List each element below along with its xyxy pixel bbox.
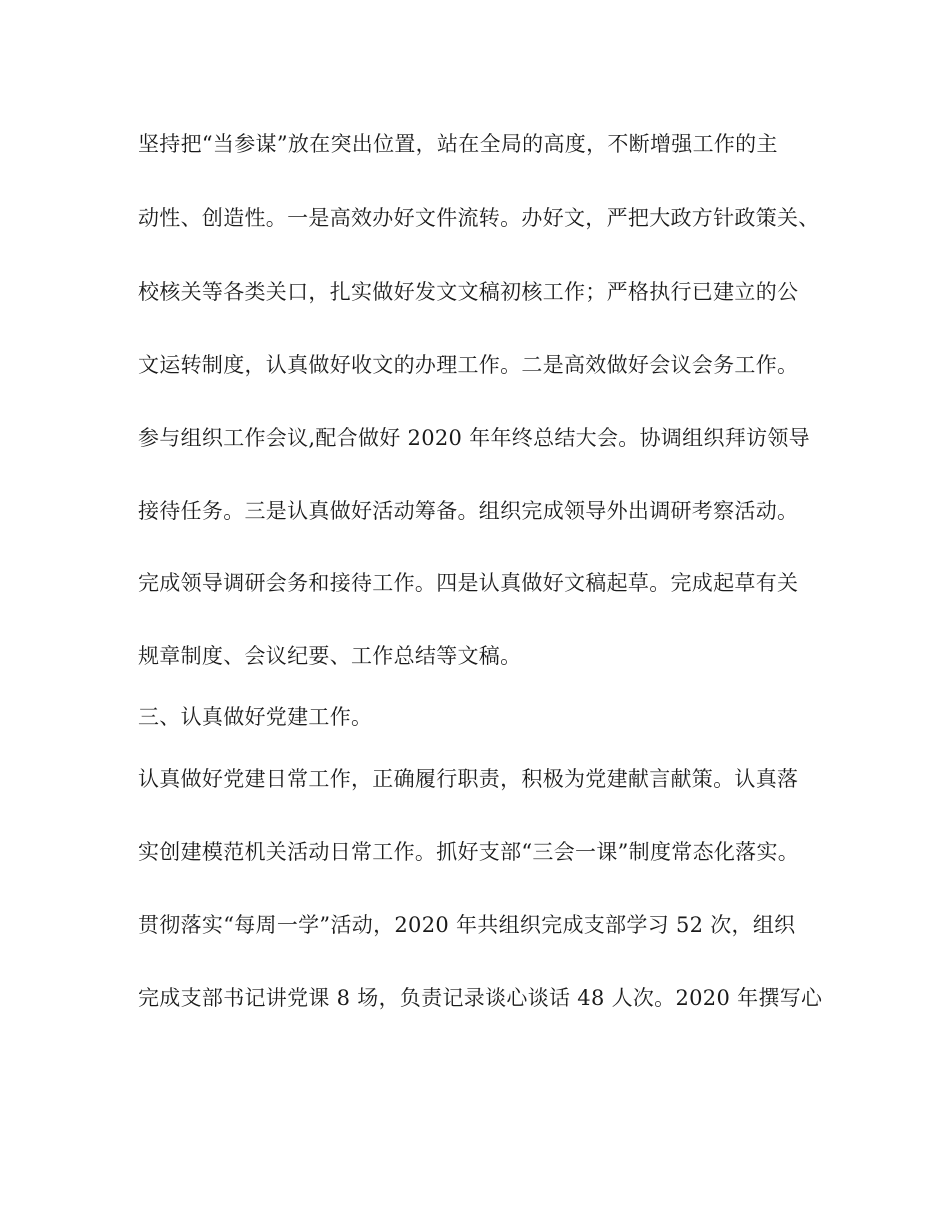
- paragraph-line: 完成领导调研会务和接待工作。四是认真做好文稿起草。完成起草有关: [138, 571, 799, 595]
- paragraph-line: 动性、创造性。一是高效办好文件流转。办好文，严把大政方针政策关、: [138, 206, 820, 230]
- paragraph-line: 参与组织工作会议,配合做好 2020 年年终总结大会。协调组织拜访领导: [138, 426, 810, 450]
- paragraph-line: 规章制度、会议纪要、工作总结等文稿。: [138, 644, 522, 668]
- paragraph-line: 认真做好党建日常工作，正确履行职责，积极为党建献言献策。认真落: [138, 767, 799, 791]
- paragraph-line: 完成支部书记讲党课 8 场，负责记录谈心谈话 48 人次。2020 年撰写心: [138, 986, 823, 1010]
- section-heading: 三、认真做好党建工作。: [138, 705, 373, 729]
- paragraph-line: 接待任务。三是认真做好活动筹备。组织完成领导外出调研考察活动。: [138, 499, 799, 523]
- paragraph-line: 文运转制度，认真做好收文的办理工作。二是高效做好会议会务工作。: [138, 353, 799, 377]
- paragraph-line: 校核关等各类关口，扎实做好发文文稿初核工作；严格执行已建立的公: [138, 280, 799, 304]
- paragraph-line: 坚持把“当参谋”放在突出位置，站在全局的高度，不断增强工作的主: [138, 132, 778, 156]
- paragraph-line: 实创建模范机关活动日常工作。抓好支部“三会一课”制度常态化落实。: [138, 840, 800, 864]
- paragraph-line: 贯彻落实“每周一学”活动，2020 年共组织完成支部学习 52 次，组织: [138, 913, 796, 937]
